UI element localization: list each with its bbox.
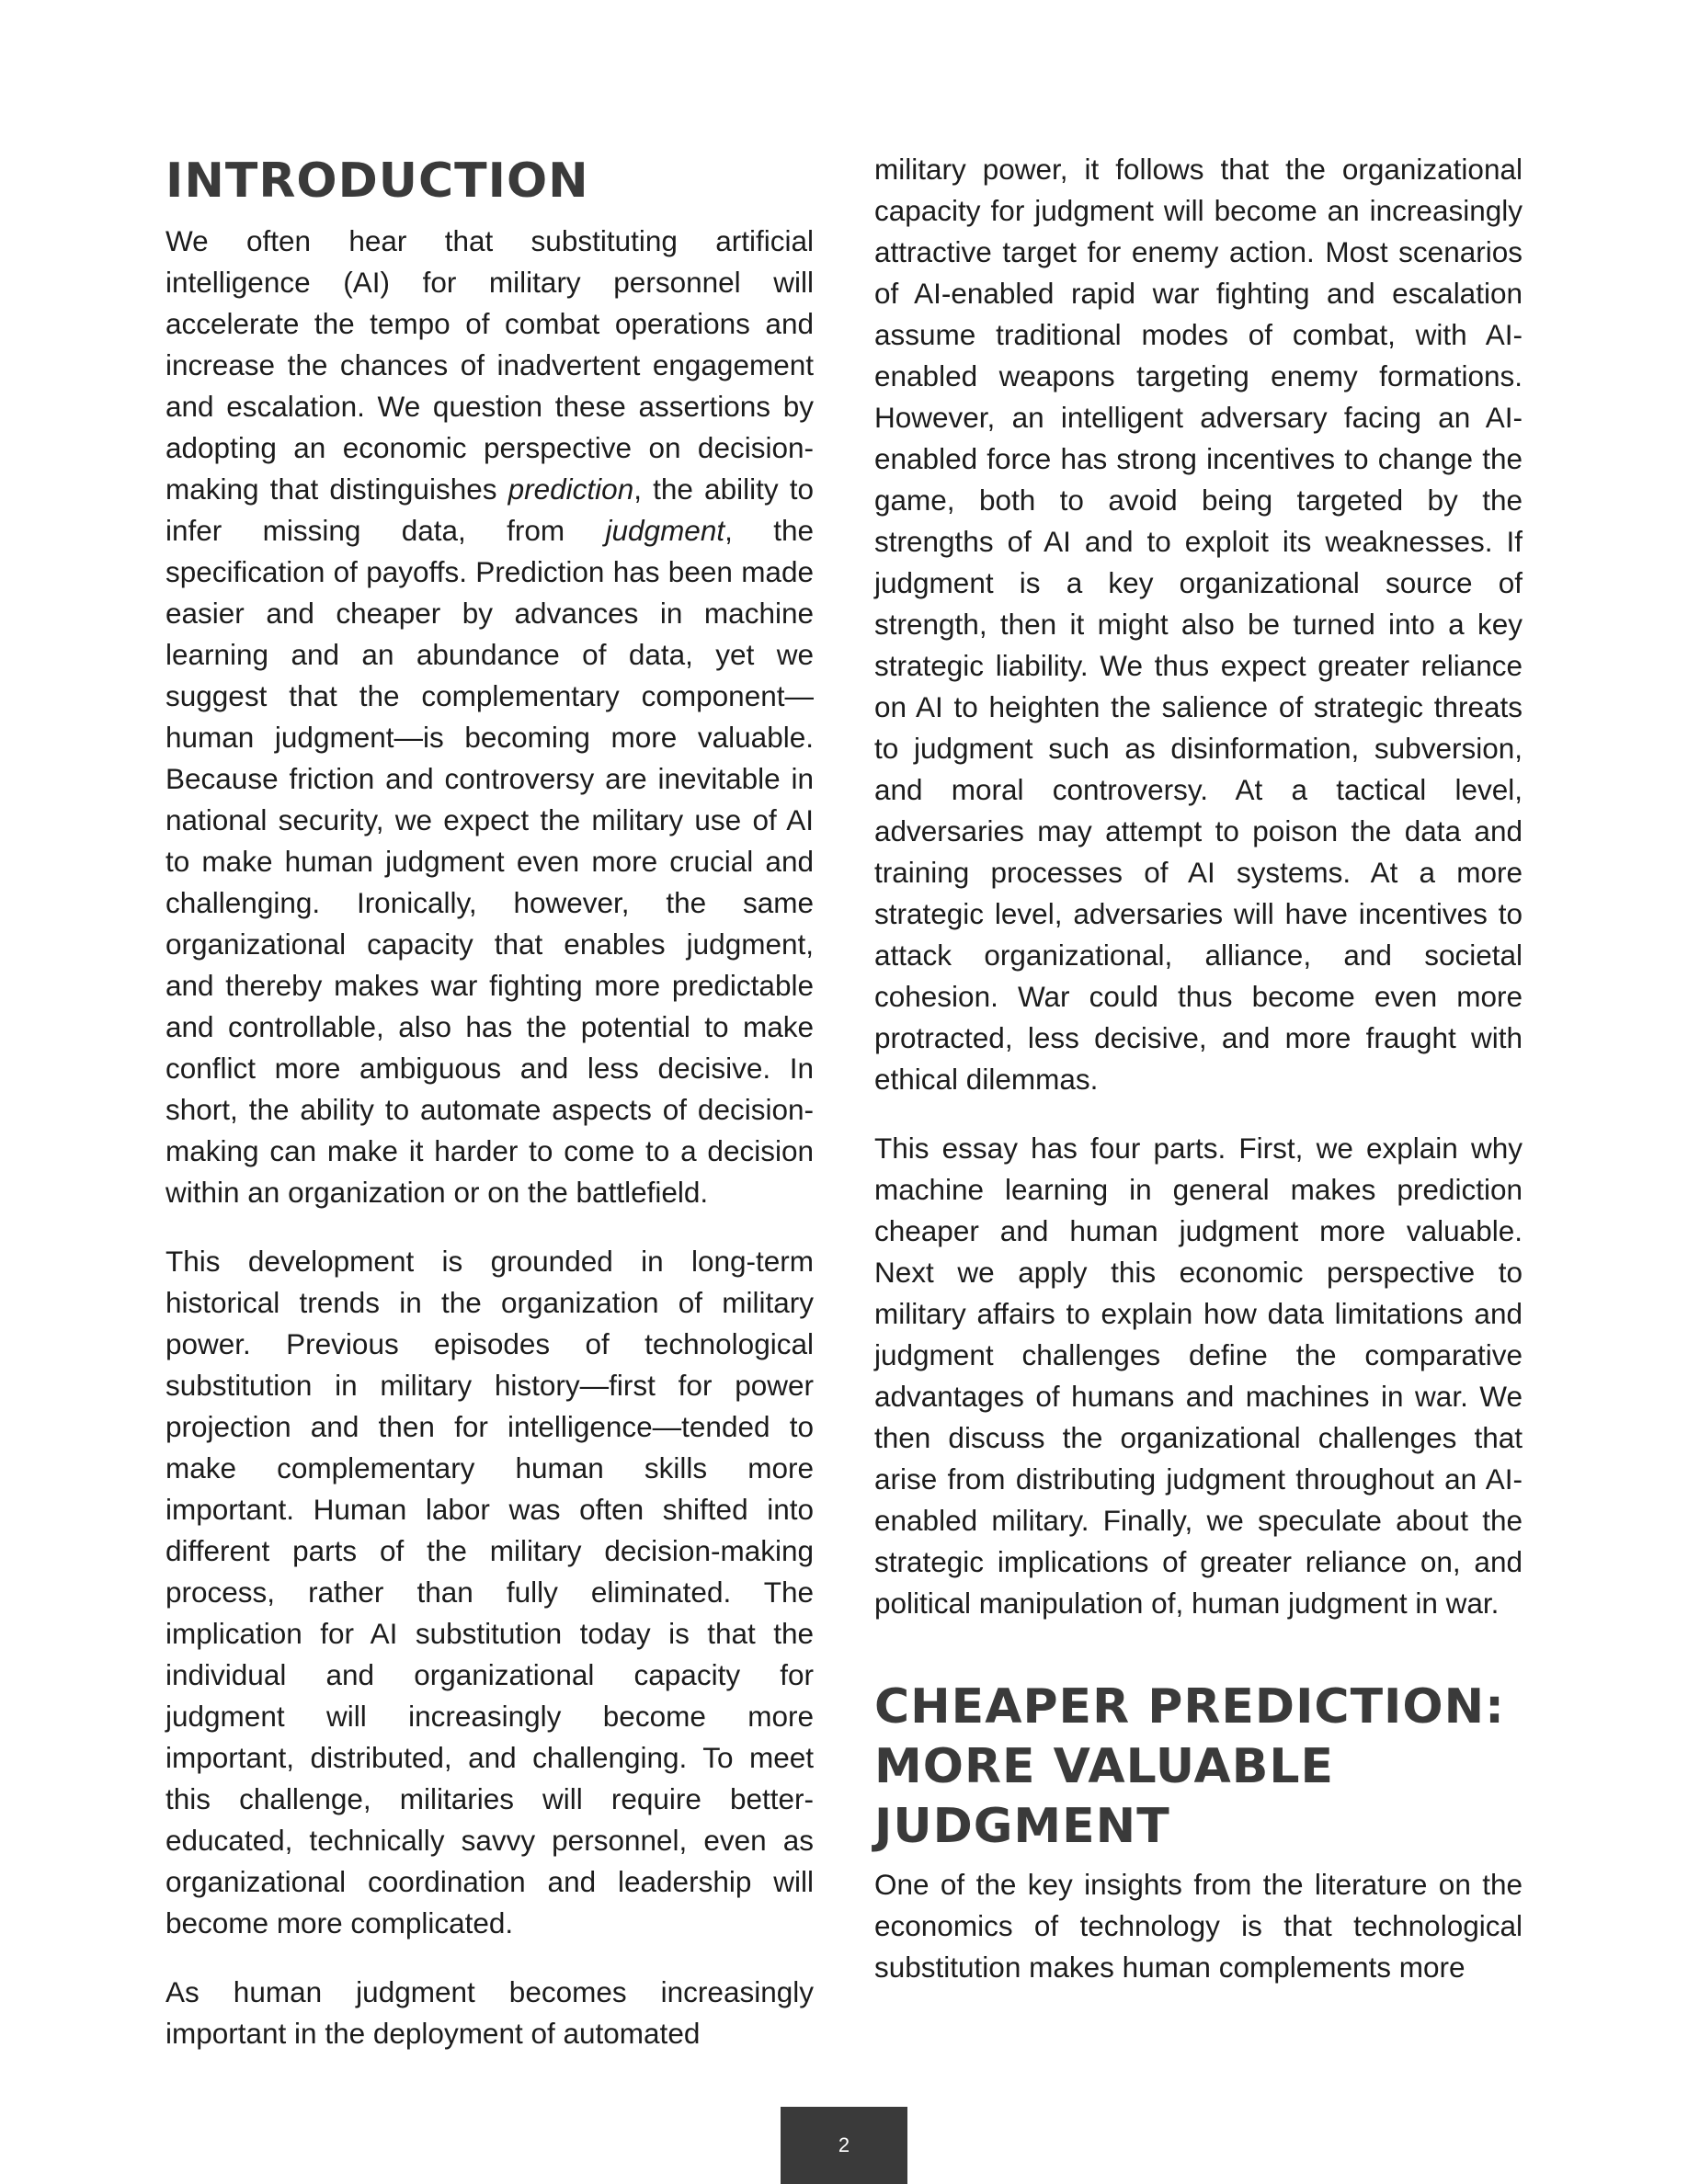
intro-paragraph-5: This essay has four parts. First, we explain why machine learning in general makes prediction cheaper and human judgment more valuable. Next we apply this economic perspective to military affairs to explain how data limitations and judgment challenges define the comparative advantages of humans and machines in war. We then discuss the organizational challenges that arise from distributing judgment throughout an AI-enabled military. Finally, we speculate about the strategic implications of greater reliance on, and political manipulation of, human judgment in war. <box>874 1132 1523 1620</box>
intro-paragraph-4: military power, it follows that the organizational capacity for judgment will become an increasingly attractive target for enemy action. Most scenarios of AI-enabled rapid war fighting and escalation assume traditional modes of combat, with AI-enabled weapons targeting enemy formations. However, an intelligent adversary facing an AI-enabled force has strong incentives to change the game, both to avoid being targeted by the strengths of AI and to exploit its weaknesses. If judgment is a key organizational source of strength, then it might also be turned into a key strategic liability. We thus expect greater reliance on AI to heighten the salience of strategic threats to judgment such as disinformation, subversion, and moral controversy. At a tactical level, adversaries may attempt to poison the data and training processes of AI systems. At a more strategic level, adversaries will have incentives to attack organizational, alliance, and societal cohesion. War could thus become even more protracted, less decisive, and more fraught with ethical dilemmas. <box>874 153 1523 1096</box>
page-number: 2 <box>781 2107 907 2184</box>
section2-paragraph-1: One of the key insights from the literature on the economics of technology is that technological substitution makes human complements more <box>874 1868 1523 1984</box>
intro-p1-text-a: We often hear that substituting artificial intelligence (AI) for military personnel will accelerate the tempo of combat operations and increase the chances of inadvertent engagement and escalation. We question these assertions by adopting an economic perspective on decision-making that distinguishes <box>165 224 814 506</box>
intro-p1-text-b: , the ability to infer missing data, from <box>165 472 814 547</box>
intro-p1-em-judgment: judgment <box>605 514 725 547</box>
intro-paragraph-2: This development is grounded in long-term historical trends in the organization of military power. Previous episodes of technological substitution in military history—first for power projection and then for intelligence—tended to make complementary human skills more important. Human labor was often shifted into different parts of the military decision-making process, rather than fully eliminated. The implication for AI substitution today is that the individual and organizational capacity for judgment will increasingly become more important, distributed, and challenging. To meet this challenge, militaries will require better-educated, technically savvy personnel, even as organizational coordination and leadership will become more complicated. <box>165 1245 814 1939</box>
intro-paragraph-3: As human judgment becomes increasingly important in the deployment of automated <box>165 1975 814 2050</box>
right-column <box>874 149 1523 1988</box>
heading2-line-3: JUDGMENT <box>874 1799 1170 1854</box>
intro-paragraph-1 <box>165 221 814 1213</box>
heading2-line-1: CHEAPER PREDICTION: <box>874 1679 1505 1735</box>
section-heading-introduction: INTRODUCTION <box>165 154 589 209</box>
section-heading-cheaper-prediction <box>874 1678 1523 1857</box>
left-column <box>165 149 814 2054</box>
heading2-line-2: MORE VALUABLE <box>874 1739 1335 1794</box>
intro-p1-text-c: , the specification of payoffs. Prediction has been made easier and cheaper by advances in machine learning and an abundance of data, yet we suggest that the complementary component—human judgment—is becoming more valuable. Because friction and controversy are inevitable in national security, we expect the military use of AI to make human judgment even more crucial and challenging. Ironically, however, the same organizational capacity that enables judgment, and thereby makes war fighting more predictable and controllable, also has the potential to make conflict more ambiguous and less decisive. In short, the ability to automate aspects of decision-making can make it harder to come to a decision within an organization or on the battlefield. <box>165 514 814 1209</box>
intro-p1-em-prediction: prediction <box>508 472 634 506</box>
